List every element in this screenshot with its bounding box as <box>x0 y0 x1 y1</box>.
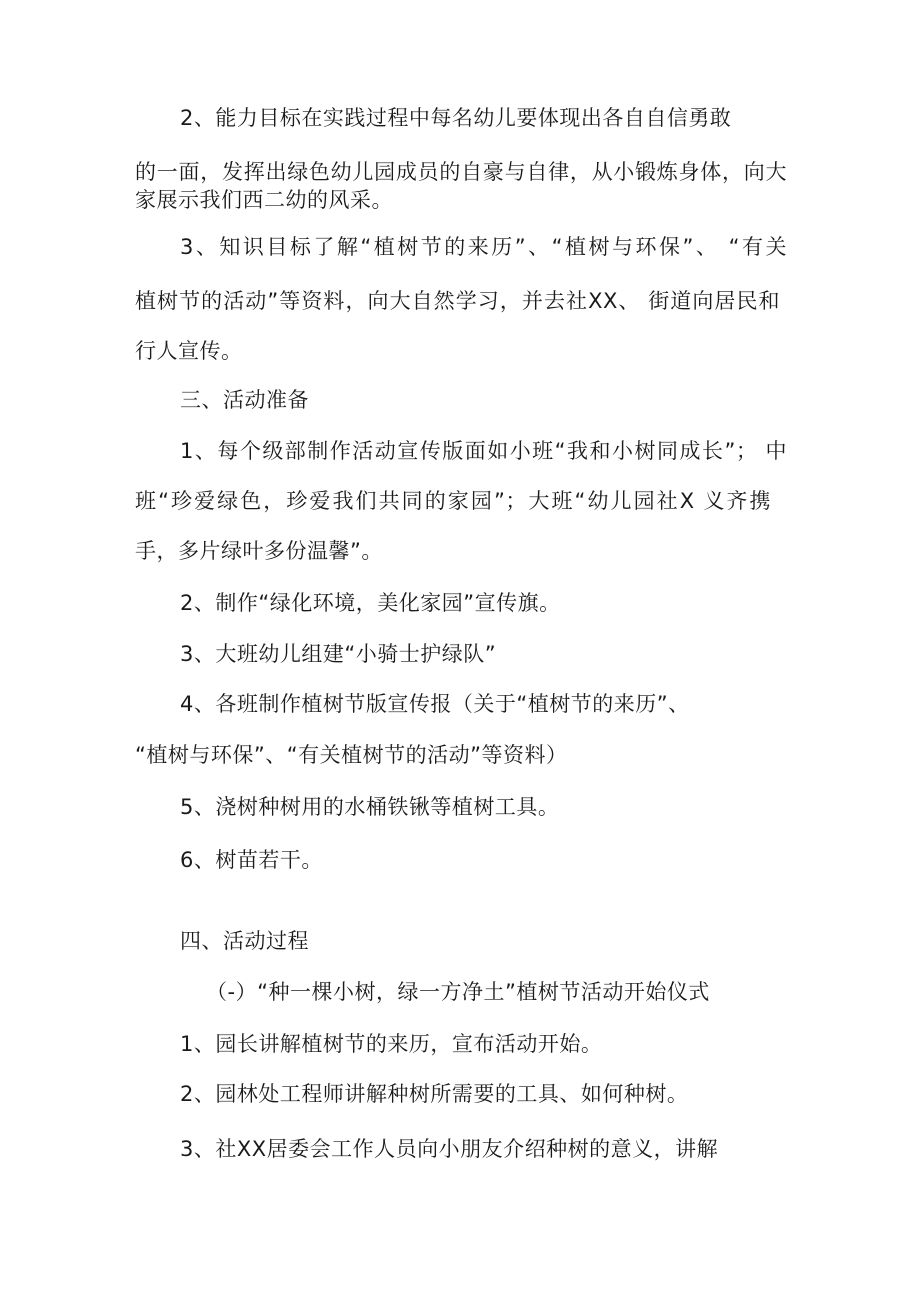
paragraph-line: 家展示我们西二幼的风采。 <box>135 188 393 212</box>
paragraph-line: 2、制作“绿化环境，美化家园”宣传旗。 <box>180 591 561 615</box>
paragraph-line: 3、知识目标了解“植树节的来历”、“植树与环保”、 “有关 <box>180 235 787 259</box>
paragraph-line: 3、大班幼儿组建“小骑士护绿队” <box>180 642 497 666</box>
paragraph-line: 2、能力目标在实践过程中每名幼儿要体现出各自自信勇敢 <box>180 106 732 130</box>
paragraph-line: 班“珍爱绿色，珍爱我们共同的家园”；大班“幼儿园社X 义齐携 <box>135 489 771 513</box>
paragraph-line: 1、每个级部制作活动宣传版面如小班“我和小树同成长”； 中 <box>180 439 787 463</box>
paragraph-line: 的一面，发挥出绿色幼儿园成员的自豪与自律，从小锻炼身体，向大 <box>135 160 787 184</box>
paragraph-line: 2、园林处工程师讲解种树所需要的工具、如何种树。 <box>180 1082 689 1106</box>
paragraph-line: 5、浇树种树用的水桶铁锹等植树工具。 <box>180 795 560 819</box>
paragraph-line: “植树与环保”、“有关植树节的活动”等资料） <box>135 743 568 767</box>
section-heading: 四、活动过程 <box>180 929 309 953</box>
paragraph-line: 6、树苗若干。 <box>180 848 323 872</box>
paragraph-line: 1、园长讲解植树节的来历，宣布活动开始。 <box>180 1032 603 1056</box>
paragraph-line: 3、社XX居委会工作人员向小朋友介绍种树的意义，讲解 <box>180 1137 719 1161</box>
paragraph-line: 植树节的活动”等资料，向大自然学习，并去社XX、 街道向居民和 <box>135 289 780 313</box>
subsection-heading: （-）“种一棵小树，绿一方净土”植树节活动开始仪式 <box>206 980 710 1004</box>
paragraph-line: 行人宣传。 <box>135 339 243 363</box>
paragraph-line: 手，多片绿叶多份温馨”。 <box>135 539 383 563</box>
section-heading: 三、活动准备 <box>180 388 309 412</box>
paragraph-line: 4、各班制作植树节版宣传报（关于“植树节的来历”、 <box>180 692 690 716</box>
